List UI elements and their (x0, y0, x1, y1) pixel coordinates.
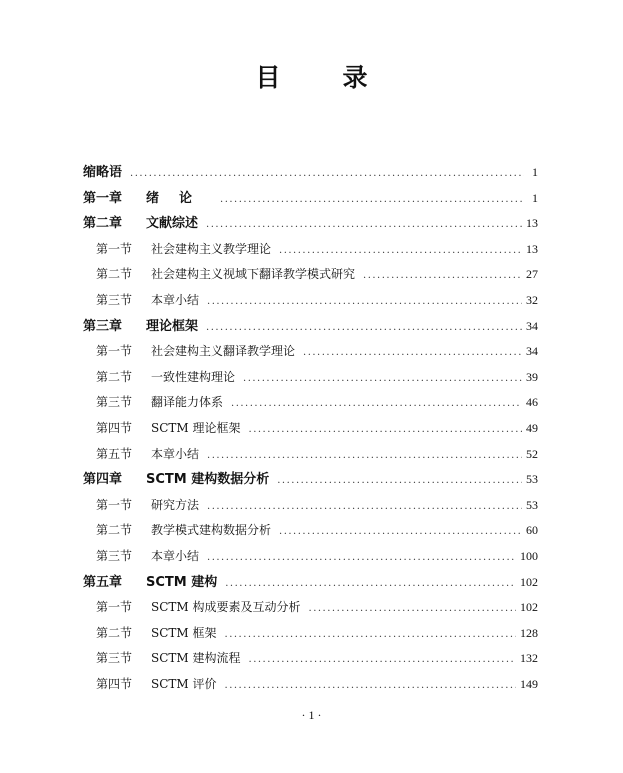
toc-chapter-row[interactable] (83, 467, 538, 493)
toc-entry-title: 翻译能力体系 (151, 395, 224, 410)
toc-entry-title: 本章小结 (151, 548, 200, 563)
toc-entry-page: 53 (526, 497, 538, 512)
toc-entry-number: 第三节 (96, 651, 133, 666)
toc-entry-number: 第三节 (96, 548, 133, 563)
toc-entry-title: 本章小结 (151, 292, 200, 307)
toc-entry-title: 绪论 (146, 190, 213, 206)
toc-entry-page: 100 (520, 548, 538, 563)
toc-entry-title: 缩略语 (83, 165, 123, 180)
dot-leader (243, 366, 522, 391)
toc-entry-label (96, 442, 199, 468)
toc-entry-page: 53 (526, 472, 538, 487)
toc-entry-title: SCTM 建构数据分析 (146, 472, 270, 488)
toc-entry-number: 第四章 (83, 472, 123, 488)
toc-entry-title: 社会建构主义教学理论 (151, 241, 272, 256)
dot-leader (206, 212, 522, 237)
toc-entry-title: SCTM 理论框架 (151, 420, 241, 435)
toc-entry-label (96, 390, 223, 416)
toc-entry-number: 第二节 (96, 523, 133, 538)
dot-leader (231, 391, 522, 416)
toc-entry-label (96, 288, 199, 314)
dot-leader (363, 263, 522, 288)
toc-section-row[interactable] (83, 518, 538, 544)
toc-entry-page: 102 (520, 600, 538, 615)
toc-entry-number: 第一节 (96, 241, 133, 256)
toc-entry-number: 第四节 (96, 420, 133, 435)
dot-leader (249, 417, 522, 442)
toc-entry-number: 第一节 (96, 497, 133, 512)
toc-entry-title: 文献综述 (146, 216, 199, 232)
toc-entry-number: 第三节 (96, 395, 133, 410)
toc-entry-label (83, 186, 212, 212)
toc-entry-title: 社会建构主义视域下翻译教学模式研究 (151, 267, 356, 282)
toc-entry-page: 27 (526, 267, 538, 282)
toc-entry-label (83, 467, 269, 493)
toc-entry-page: 128 (520, 625, 538, 640)
toc-entry-label (96, 621, 217, 647)
toc-entry-title: SCTM 建构 (146, 574, 218, 590)
toc-entry-page: 34 (526, 344, 538, 359)
toc-entry-page: 60 (526, 523, 538, 538)
toc-entry-number: 第二节 (96, 369, 133, 384)
dot-leader (277, 468, 522, 493)
toc-entry-title: 本章小结 (151, 446, 200, 461)
toc-section-row[interactable] (83, 493, 538, 519)
dot-leader (207, 289, 522, 314)
dot-leader (220, 187, 524, 212)
toc-entry-label (83, 314, 198, 340)
toc-chapter-row[interactable] (83, 570, 538, 596)
toc-entry-label (96, 339, 295, 365)
toc-entry-label (96, 544, 199, 570)
toc-chapter-row[interactable] (83, 160, 538, 186)
toc-entry-label (96, 518, 271, 544)
toc-entry-number: 第一章 (83, 190, 123, 206)
toc-entry-page: 1 (532, 165, 538, 179)
page-title (0, 58, 623, 94)
toc-entry-title: SCTM 建构流程 (151, 651, 241, 666)
dot-leader (279, 238, 522, 263)
toc-section-row[interactable] (83, 621, 538, 647)
toc-entry-label (96, 237, 271, 263)
toc-entry-label (83, 570, 217, 596)
dot-leader (207, 443, 522, 468)
page-title-part1: 目 (255, 63, 281, 92)
toc-entry-title: 一致性建构理论 (151, 369, 236, 384)
toc-entry-label (96, 646, 241, 672)
toc-section-row[interactable] (83, 646, 538, 672)
toc-entry-page: 49 (526, 420, 538, 435)
toc-section-row[interactable] (83, 288, 538, 314)
toc-entry-number: 第五节 (96, 446, 133, 461)
dot-leader (303, 340, 522, 365)
toc-entry-page: 1 (532, 190, 538, 205)
toc-entry-label (96, 262, 355, 288)
toc-entry-title: SCTM 框架 (151, 625, 217, 640)
toc-entry-label (96, 672, 217, 698)
toc-chapter-row[interactable] (83, 211, 538, 237)
toc-entry-title: 教学模式建构数据分析 (151, 523, 272, 538)
toc-section-row[interactable] (83, 416, 538, 442)
toc-entry-label (96, 595, 301, 621)
toc-chapter-row[interactable] (83, 186, 538, 212)
toc-entry-page: 46 (526, 395, 538, 410)
dot-leader (206, 315, 522, 340)
dot-leader (225, 571, 516, 596)
toc-entry-label (96, 365, 235, 391)
table-of-contents (83, 160, 538, 697)
toc-section-row[interactable] (83, 237, 538, 263)
toc-entry-number: 第二节 (96, 267, 133, 282)
dot-leader (225, 673, 516, 698)
toc-entry-number: 第三节 (96, 292, 133, 307)
toc-entry-title: SCTM 构成要素及互动分析 (151, 600, 301, 615)
page-number: · 1 · (301, 708, 322, 722)
toc-entry-page: 149 (520, 676, 538, 691)
dot-leader (207, 545, 516, 570)
toc-entry-page: 32 (526, 292, 538, 307)
dot-leader (130, 161, 524, 186)
toc-entry-label (83, 211, 198, 237)
toc-entry-page: 102 (520, 574, 538, 589)
dot-leader (309, 596, 516, 621)
toc-entry-title: 理论框架 (146, 318, 199, 334)
toc-section-row[interactable] (83, 262, 538, 288)
toc-section-row[interactable] (83, 544, 538, 570)
toc-entry-page: 52 (526, 446, 538, 461)
dot-leader (279, 519, 522, 544)
toc-entry-number: 第二节 (96, 625, 133, 640)
dot-leader (249, 647, 516, 672)
toc-entry-page: 132 (520, 651, 538, 666)
toc-chapter-row[interactable] (83, 314, 538, 340)
toc-entry-number: 第一节 (96, 344, 133, 359)
toc-entry-number: 第一节 (96, 600, 133, 615)
toc-section-row[interactable] (83, 595, 538, 621)
toc-section-row[interactable] (83, 390, 538, 416)
toc-entry-title: 社会建构主义翻译教学理论 (151, 344, 296, 359)
toc-entry-title: SCTM 评价 (151, 676, 217, 691)
toc-entry-page: 39 (526, 369, 538, 384)
toc-entry-number: 第五章 (83, 574, 123, 590)
toc-section-row[interactable] (83, 672, 538, 698)
toc-section-row[interactable] (83, 365, 538, 391)
toc-entry-number: 第四节 (96, 676, 133, 691)
toc-entry-label (96, 416, 241, 442)
toc-entry-number: 第二章 (83, 216, 123, 232)
toc-entry-label (83, 160, 122, 186)
toc-entry-label (96, 493, 199, 519)
dot-leader (207, 494, 522, 519)
toc-entry-number: 第三章 (83, 318, 123, 334)
dot-leader (225, 622, 516, 647)
toc-section-row[interactable] (83, 442, 538, 468)
toc-entry-title: 研究方法 (151, 497, 200, 512)
toc-entry-page: 34 (526, 318, 538, 333)
toc-section-row[interactable] (83, 339, 538, 365)
toc-entry-page: 13 (526, 241, 538, 256)
page-title-part2: 录 (342, 63, 368, 92)
toc-entry-page: 13 (526, 216, 538, 231)
